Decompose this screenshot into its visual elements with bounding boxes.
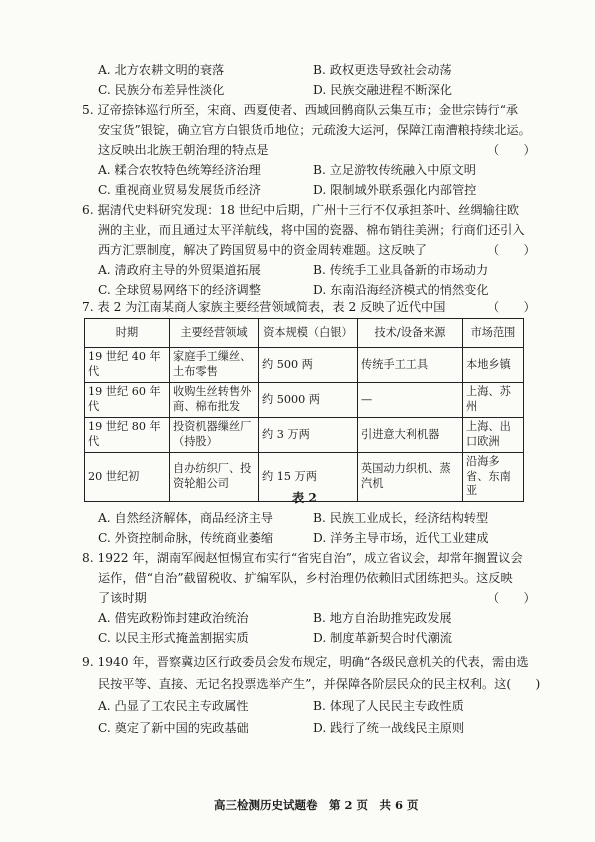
prev-option-d: D. 民族交融进程不断深化 <box>313 83 452 97</box>
table-cell: 自办纺织厂、投资轮船公司 <box>170 453 259 502</box>
q5-line-1: 5. 辽帝捺钵巡行所至，宋商、西夏使者、西域回鹘商队云集互市；金世宗铸行“承 <box>82 103 519 117</box>
q5-option-b: B. 立足游牧传统融入中原文明 <box>313 163 476 177</box>
q9-line-1: 9. 1940 年，晋察冀边区行政委员会发布规定，明确“各级民意机关的代表，需由选 <box>82 655 529 669</box>
table-cell: 19 世纪 80 年代 <box>85 418 170 453</box>
table-cell: 英国动力织机、蒸汽机 <box>358 453 463 502</box>
q8-answer-paren: （ ） <box>487 591 536 605</box>
page-footer: 高三检测历史试题卷 第 2 页 共 6 页 <box>214 798 419 812</box>
q5-line-3: 这反映出北族王朝治理的特点是 <box>98 143 269 157</box>
table-header-cell: 主要经营领域 <box>170 319 259 348</box>
q8-option-a: A. 借宪政粉饰封建政治统治 <box>98 611 249 625</box>
q6-line-1: 6. 据清代史料研究发现：18 世纪中后期，广州十三行不仅承担茶叶、丝绸输往欧 <box>82 203 520 217</box>
table-cell: 19 世纪 60 年代 <box>85 383 170 418</box>
q8-line-1: 8. 1922 年，湖南军阀赵恒惕宣布实行“省宪自治”，成立省议会，却常年搁置议会 <box>82 551 523 565</box>
table-cell: 传统手工工具 <box>358 348 463 383</box>
table-cell: 19 世纪 40 年代 <box>85 348 170 383</box>
table-cell: 上海、出口欧洲 <box>463 418 524 453</box>
q6-option-b: B. 传统手工业具备新的市场动力 <box>313 263 489 277</box>
q9-option-a: A. 凸显了工农民主专政属性 <box>98 699 249 713</box>
table-caption: 表 2 <box>292 491 317 505</box>
table-cell: 家庭手工缫丝、土布零售 <box>170 348 259 383</box>
q5-line-2: 安宝货”银锭，确立官方白银货币地位；元疏浚大运河，保障江南漕粮持续北运。 <box>98 123 531 137</box>
table-row <box>85 383 524 418</box>
q6-answer-paren: （ ） <box>487 243 536 257</box>
q5-answer-paren: （ ） <box>487 143 536 157</box>
table-header-cell: 时期 <box>85 319 170 348</box>
q7-option-d: D. 洋务主导市场，近代工业建成 <box>313 531 489 545</box>
q8-option-b: B. 地方自治助推宪政发展 <box>313 611 452 625</box>
q6-option-a: A. 清政府主导的外贸渠道拓展 <box>98 263 261 277</box>
table-cell: 收购生丝转售外商、棉布批发 <box>170 383 259 418</box>
q5-option-a: A. 糅合农牧特色统筹经济治理 <box>98 163 261 177</box>
table-cell: 本地乡镇 <box>463 348 524 383</box>
q7-option-a: A. 自然经济解体，商品经济主导 <box>98 511 273 525</box>
q9-option-b: B. 体现了人民民主专政性质 <box>313 699 464 713</box>
q8-option-c: C. 以民主形式掩盖割据实质 <box>98 631 249 645</box>
table-cell: 沿海多省、东南亚 <box>463 453 524 502</box>
table-header-row <box>85 319 524 348</box>
prev-option-c: C. 民族分布差异性淡化 <box>98 83 225 97</box>
prev-option-b: B. 政权更迭导致社会动荡 <box>313 63 452 77</box>
q5-option-c: C. 重视商业贸易发展货币经济 <box>98 183 261 197</box>
q8-line-3: 了该时期 <box>98 591 147 605</box>
q6-line-3: 西方汇票制度，解决了跨国贸易中的资金周转难题。这反映了 <box>98 243 428 257</box>
table-header-cell: 技术/设备来源 <box>358 319 463 348</box>
q7-answer-paren: （ ） <box>487 300 536 314</box>
table-cell: 约 5000 两 <box>259 383 358 418</box>
table-cell: — <box>358 383 463 418</box>
table-row <box>85 418 524 453</box>
q6-line-2: 洲的主业，而且通过太平洋航线，将中国的瓷器、棉布销往美洲；行商们还引入 <box>98 223 525 237</box>
q8-option-d: D. 制度革新契合时代潮流 <box>313 631 452 645</box>
table-header-cell: 资本规模（白银） <box>259 319 358 348</box>
table-header-cell: 市场范围 <box>463 319 524 348</box>
q7-option-b: B. 民族工业成长，经济结构转型 <box>313 511 489 525</box>
table-cell: 引进意大利机器 <box>358 418 463 453</box>
table-cell: 20 世纪初 <box>85 453 170 502</box>
table-cell: 投资机器缫丝厂（持股） <box>170 418 259 453</box>
table-row <box>85 348 524 383</box>
q9-option-d: D. 践行了统一战线民主原则 <box>313 721 465 735</box>
table-cell: 约 500 两 <box>259 348 358 383</box>
table-cell: 上海、苏州 <box>463 383 524 418</box>
prev-option-a: A. 北方农耕文明的衰落 <box>98 63 225 77</box>
q7-stem: 7. 表 2 为江南某商人家族主要经营领域简表，表 2 反映了近代中国 <box>82 300 446 314</box>
q9-line-2: 民按平等、直接、无记名投票选举产生”，并保障各阶层民众的民主权利。这( ) <box>98 677 541 691</box>
q6-option-d: D. 东南沿海经济模式的悄然变化 <box>313 283 489 297</box>
table-cell: 约 3 万两 <box>259 418 358 453</box>
q9-option-c: C. 奠定了新中国的宪政基础 <box>98 721 249 735</box>
q8-line-2: 运作，借“自治”截留税收、扩编军队，乡村治理仍依赖旧式团练把头。这反映 <box>98 571 513 585</box>
q6-option-c: C. 全球贸易网络下的经济调整 <box>98 283 261 297</box>
q5-option-d: D. 限制域外联系强化内部管控 <box>313 183 477 197</box>
table-2 <box>84 318 524 505</box>
q7-option-c: C. 外资控制命脉，传统商业萎缩 <box>98 531 274 545</box>
table-cell: 约 15 万两 <box>259 453 358 502</box>
